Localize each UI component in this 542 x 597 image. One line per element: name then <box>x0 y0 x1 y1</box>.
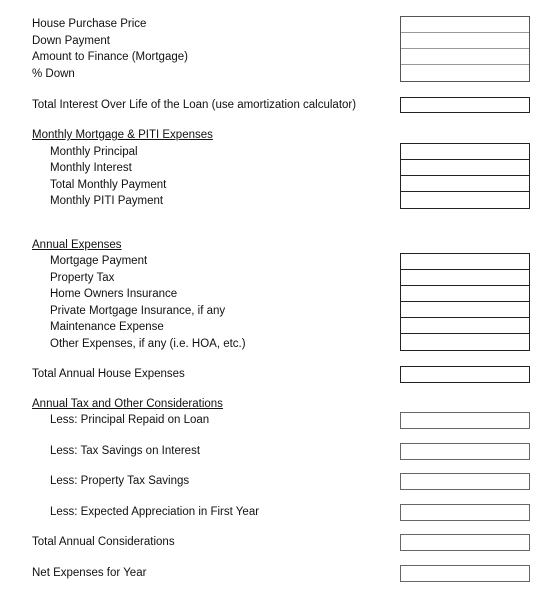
down-payment-label: Down Payment <box>32 35 110 47</box>
property-tax-savings-label: Less: Property Tax Savings <box>50 475 190 487</box>
home-owners-insurance-field[interactable] <box>401 286 529 302</box>
tax-savings-interest-field[interactable] <box>400 443 530 460</box>
pmi-label: Private Mortgage Insurance, if any <box>50 305 226 317</box>
maintenance-expense-field[interactable] <box>401 318 529 334</box>
mortgage-payment-field[interactable] <box>401 254 529 270</box>
house-purchase-price-field[interactable] <box>401 17 529 33</box>
monthly-fields-group <box>400 143 530 209</box>
tax-savings-interest-label: Less: Tax Savings on Interest <box>50 445 201 457</box>
monthly-section-heading: Monthly Mortgage & PITI Expenses <box>32 129 213 141</box>
monthly-piti-field[interactable] <box>401 192 529 208</box>
total-interest-label: Total Interest Over Life of the Loan (use amortization calculator) <box>32 99 357 111</box>
total-monthly-payment-field[interactable] <box>401 176 529 192</box>
amount-to-finance-field[interactable] <box>401 49 529 65</box>
pmi-field[interactable] <box>401 302 529 318</box>
principal-repaid-label: Less: Principal Repaid on Loan <box>50 414 210 426</box>
maintenance-expense-label: Maintenance Expense <box>50 321 164 333</box>
total-annual-house-label: Total Annual House Expenses <box>32 368 185 380</box>
annual-fields-group <box>400 253 530 351</box>
down-payment-field[interactable] <box>401 33 529 49</box>
purchase-fields-group <box>400 16 530 82</box>
monthly-piti-label: Monthly PITI Payment <box>50 195 164 207</box>
monthly-principal-field[interactable] <box>401 144 529 160</box>
total-interest-field[interactable] <box>400 97 530 113</box>
amount-to-finance-label: Amount to Finance (Mortgage) <box>32 51 188 63</box>
total-monthly-payment-label: Total Monthly Payment <box>50 179 167 191</box>
annual-expenses-heading: Annual Expenses <box>32 239 122 251</box>
appreciation-label: Less: Expected Appreciation in First Year <box>50 506 260 518</box>
property-tax-field[interactable] <box>401 270 529 286</box>
total-considerations-label: Total Annual Considerations <box>32 536 175 548</box>
property-tax-label: Property Tax <box>50 272 115 284</box>
net-expenses-label: Net Expenses for Year <box>32 567 147 579</box>
total-annual-house-field[interactable] <box>400 366 530 383</box>
total-considerations-field[interactable] <box>400 534 530 551</box>
monthly-principal-label: Monthly Principal <box>50 146 138 158</box>
net-expenses-field[interactable] <box>400 565 530 582</box>
other-expenses-field[interactable] <box>401 334 529 350</box>
principal-repaid-field[interactable] <box>400 412 530 429</box>
house-purchase-price-label: House Purchase Price <box>32 18 147 30</box>
home-owners-insurance-label: Home Owners Insurance <box>50 288 178 300</box>
monthly-interest-field[interactable] <box>401 160 529 176</box>
property-tax-savings-field[interactable] <box>400 473 530 490</box>
other-expenses-label: Other Expenses, if any (i.e. HOA, etc.) <box>50 338 246 350</box>
percent-down-label: % Down <box>32 68 75 80</box>
appreciation-field[interactable] <box>400 504 530 521</box>
tax-considerations-heading: Annual Tax and Other Considerations <box>32 398 223 410</box>
percent-down-field[interactable] <box>401 65 529 81</box>
mortgage-payment-label: Mortgage Payment <box>50 255 148 267</box>
monthly-interest-label: Monthly Interest <box>50 162 132 174</box>
